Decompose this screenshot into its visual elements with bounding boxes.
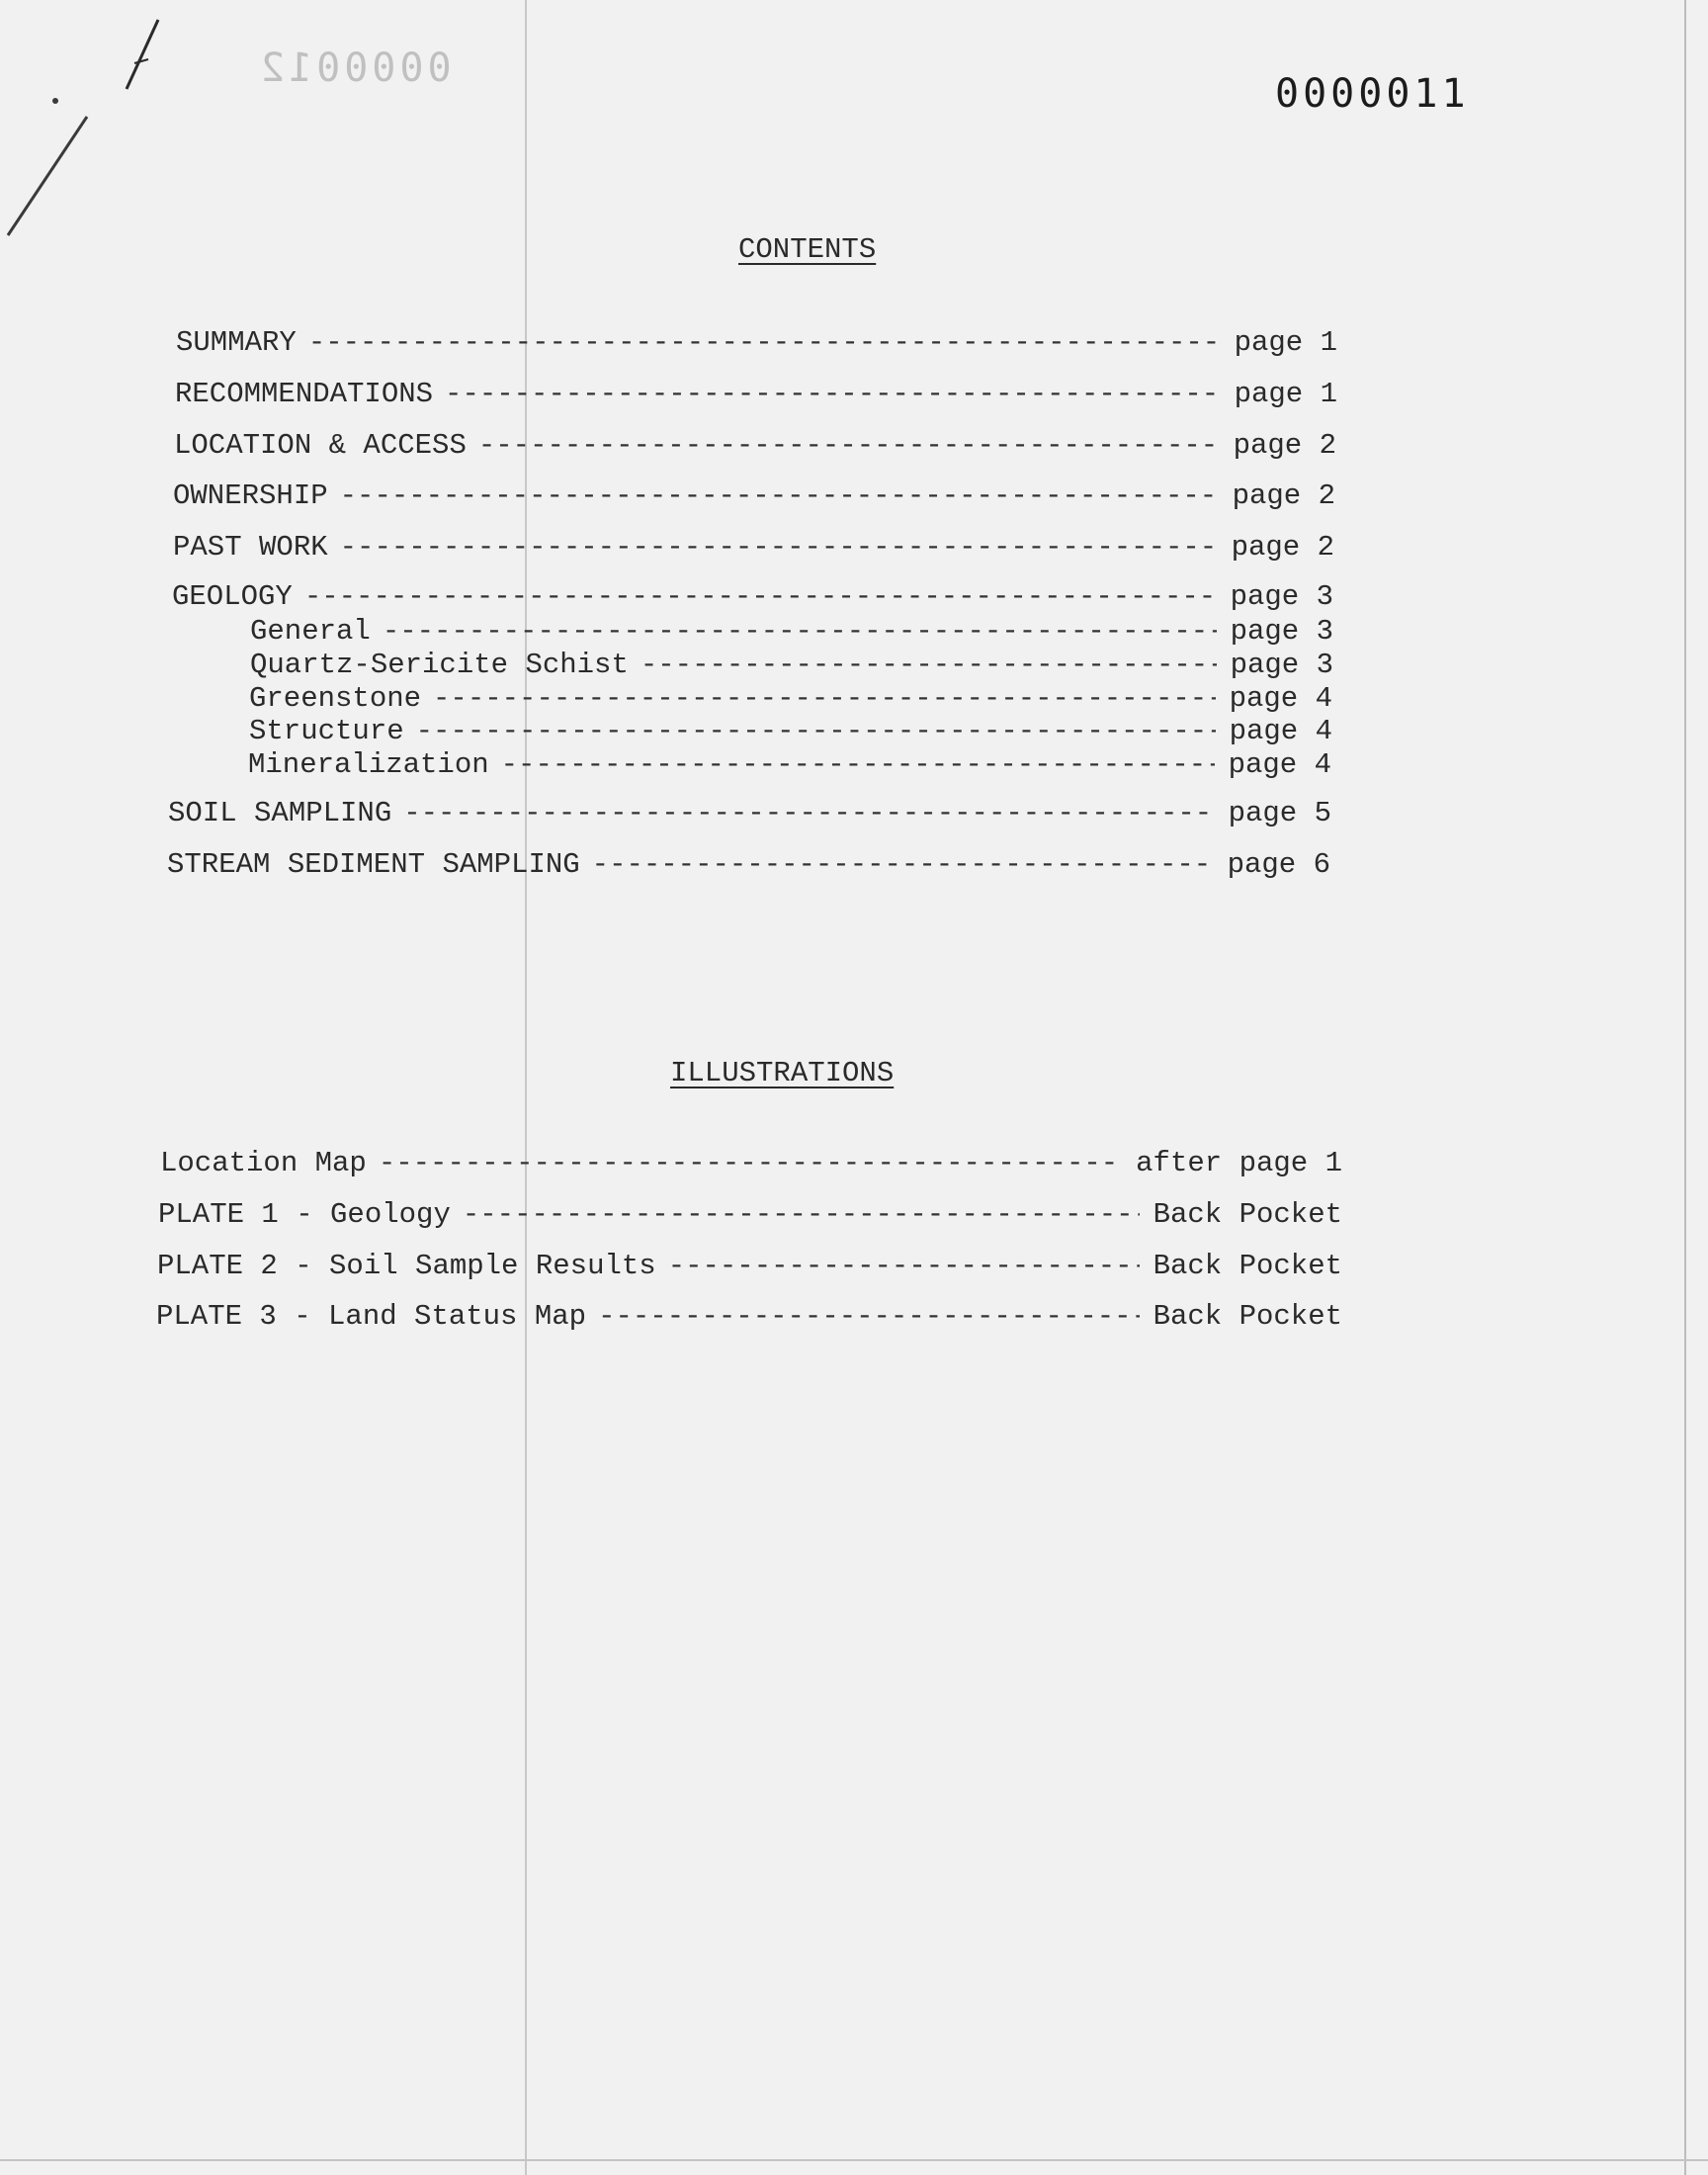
toc-entry-page: page 3: [1230, 580, 1333, 613]
toc-leader: [501, 748, 1215, 781]
toc-leader: [445, 378, 1221, 410]
toc-entry-page: page 2: [1231, 531, 1334, 564]
toc-leader: [304, 580, 1217, 613]
page-edge-right: [1684, 0, 1686, 2175]
toc-entry-label: PAST WORK: [173, 531, 328, 564]
illustration-plate-2: [157, 1250, 1342, 1282]
toc-entry-page: page 3: [1230, 615, 1333, 648]
toc-entry-page: page 4: [1229, 682, 1332, 715]
illustration-label: Location Map: [160, 1147, 367, 1179]
toc-entry-label: Structure: [249, 715, 404, 747]
toc-entry-page: page 2: [1232, 479, 1335, 512]
illustration-label: PLATE 1 - Geology: [158, 1198, 451, 1231]
toc-entry-soil-sampling: [168, 797, 1331, 829]
illustration-location: Back Pocket: [1153, 1300, 1342, 1333]
toc-entry-label: RECOMMENDATIONS: [175, 378, 434, 410]
page-edge-bottom: [0, 2159, 1708, 2161]
toc-leader: [668, 1250, 1140, 1282]
toc-entry-label: Greenstone: [249, 682, 422, 715]
illustration-location: Back Pocket: [1153, 1198, 1342, 1231]
toc-entry-label: General: [250, 615, 371, 648]
toc-entry-geology: [172, 580, 1333, 613]
toc-entry-label: SUMMARY: [176, 326, 297, 359]
toc-leader: [598, 1300, 1139, 1333]
toc-entry-recommendations: [175, 378, 1337, 410]
toc-entry-page: page 4: [1228, 748, 1331, 781]
pen-mark: [0, 0, 198, 257]
illustration-location-map: [160, 1147, 1342, 1179]
toc-leader: [340, 531, 1218, 564]
toc-entry-past-work: [173, 531, 1334, 564]
toc-entry-page: page 6: [1227, 848, 1330, 881]
toc-entry-label: Quartz-Sericite Schist: [250, 649, 629, 681]
toc-entry-ownership: [173, 479, 1335, 512]
contents-title: CONTENTS: [738, 233, 877, 266]
toc-entry-label: SOIL SAMPLING: [168, 797, 392, 829]
toc-leader: [403, 797, 1214, 829]
toc-subentry-greenstone: [249, 682, 1332, 715]
toc-leader: [478, 429, 1220, 462]
illustration-plate-3: [156, 1300, 1342, 1333]
toc-entry-label: GEOLOGY: [172, 580, 293, 613]
toc-subentry-structure: [249, 715, 1332, 747]
toc-entry-stream-sediment-sampling: [167, 848, 1330, 881]
toc-entry-location-access: [174, 429, 1336, 462]
illustration-label: PLATE 2 - Soil Sample Results: [157, 1250, 656, 1282]
toc-subentry-general: [250, 615, 1333, 648]
toc-entry-page: page 4: [1229, 715, 1332, 747]
toc-leader: [433, 682, 1216, 715]
document-number-ghost: 0000012: [257, 45, 452, 91]
toc-entry-label: STREAM SEDIMENT SAMPLING: [167, 848, 580, 881]
toc-entry-label: OWNERSHIP: [173, 479, 328, 512]
illustration-location: after page 1: [1136, 1147, 1342, 1179]
illustration-label: PLATE 3 - Land Status Map: [156, 1300, 587, 1333]
toc-entry-label: LOCATION & ACCESS: [174, 429, 467, 462]
toc-entry-page: page 2: [1233, 429, 1336, 462]
toc-leader: [640, 649, 1217, 681]
toc-entry-page: page 1: [1234, 326, 1337, 359]
illustrations-title: ILLUSTRATIONS: [670, 1057, 895, 1089]
toc-entry-label: Mineralization: [248, 748, 489, 781]
toc-leader: [592, 848, 1214, 881]
toc-leader: [463, 1198, 1140, 1231]
illustration-plate-1: [158, 1198, 1342, 1231]
toc-subentry-quartz-sericite-schist: [250, 649, 1333, 681]
toc-leader: [383, 615, 1217, 648]
toc-subentry-mineralization: [248, 748, 1331, 781]
toc-leader: [308, 326, 1221, 359]
illustration-location: Back Pocket: [1153, 1250, 1342, 1282]
toc-entry-page: page 5: [1228, 797, 1331, 829]
toc-leader: [379, 1147, 1122, 1179]
toc-entry-page: page 1: [1234, 378, 1337, 410]
document-number: 0000011: [1275, 71, 1470, 117]
toc-leader: [340, 479, 1219, 512]
toc-entry-summary: [176, 326, 1337, 359]
toc-leader: [416, 715, 1216, 747]
toc-entry-page: page 3: [1230, 649, 1333, 681]
